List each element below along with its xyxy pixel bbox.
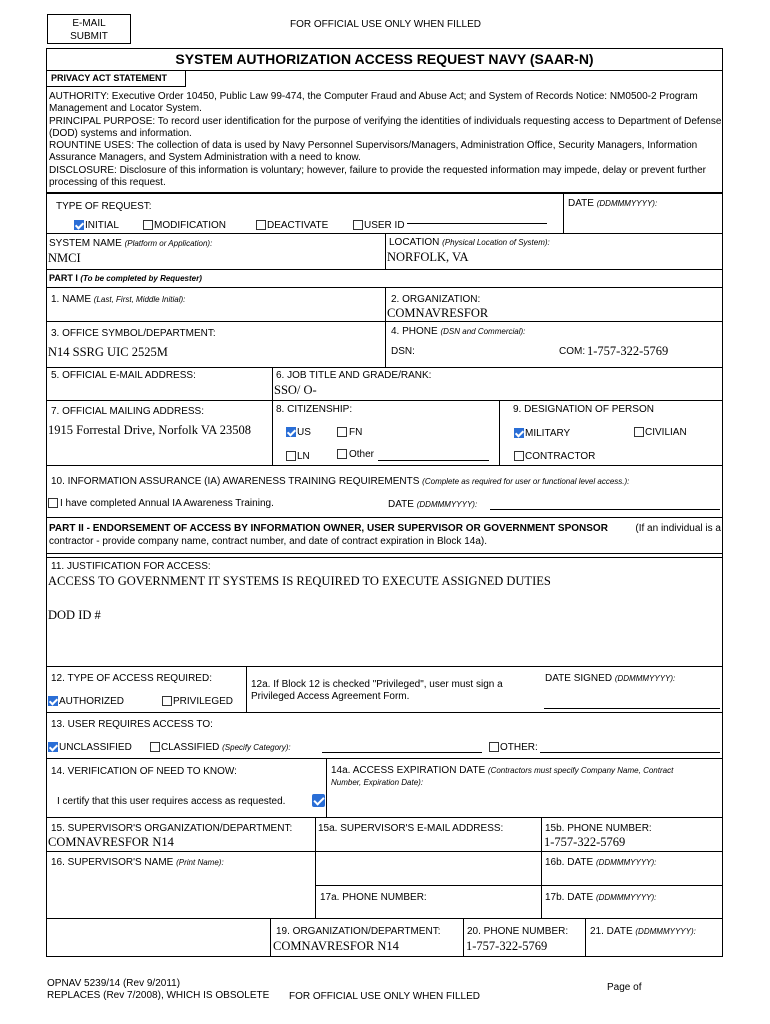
justification-label: 11. JUSTIFICATION FOR ACCESS: (51, 561, 211, 572)
authorized-label: AUTHORIZED (59, 696, 124, 707)
job-title-label: 6. JOB TITLE AND GRADE/RANK: (276, 370, 432, 381)
dod-id[interactable]: DOD ID # (48, 608, 101, 622)
ia-training-hint: (Complete as required for user or functional level access.): (422, 477, 630, 486)
mailing-address-value[interactable]: 1915 Forrestal Drive, Norfolk VA 23508 (48, 423, 251, 437)
supervisor-name-hint: (Print Name): (176, 858, 224, 867)
part2-heading-bold: PART II - ENDORSEMENT OF ACCESS BY INFORMATION OWNER, USER SUPERVISOR OR GOVERNMENT SPONSOR (49, 523, 608, 534)
request-date-format: (DDMMMYYYY): (596, 199, 658, 208)
type-of-request-label: TYPE OF REQUEST: (56, 201, 152, 212)
supervisor-phone-label: 15b. PHONE NUMBER: (545, 823, 652, 834)
classified-text: CLASSIFIED (161, 742, 220, 753)
classified-category-line[interactable] (322, 752, 482, 753)
phone-20-value[interactable]: 1-757-322-5769 (466, 939, 548, 953)
user-id-checkbox[interactable] (353, 220, 363, 230)
org-19-value[interactable]: COMNAVRESFOR N14 (273, 939, 399, 953)
expiration-label (331, 765, 673, 776)
other-citizenship-line[interactable] (378, 460, 489, 461)
privacy-line: Assurance Managers, and System Administration with a need to know. (49, 152, 361, 164)
page-title: SYSTEM AUTHORIZATION ACCESS REQUEST NAVY (SAAR-N) (175, 51, 594, 67)
phone-17a-label: 17a. PHONE NUMBER: (320, 892, 427, 903)
certify-checkbox[interactable] (312, 794, 325, 807)
contractor-label: CONTRACTOR (525, 451, 596, 462)
privacy-line: Management and Locator System. (49, 103, 202, 115)
ia-training-label (51, 476, 629, 487)
com-label: COM: (559, 346, 586, 357)
classified-label (161, 742, 291, 753)
part1-heading (49, 273, 202, 284)
date-16b-label (545, 857, 656, 868)
expiration-text: 14a. ACCESS EXPIRATION DATE (331, 765, 486, 776)
location-value[interactable]: NORFOLK, VA (387, 250, 469, 264)
form-id: OPNAV 5239/14 (Rev 9/2011) (47, 978, 181, 989)
location-hint: (Physical Location of System): (442, 238, 550, 247)
supervisor-name-label (51, 857, 224, 868)
access-type-label: 12. TYPE OF ACCESS REQUIRED: (51, 673, 212, 684)
phone-label (391, 326, 525, 337)
part1-heading-text: PART I (49, 273, 78, 283)
civilian-checkbox[interactable] (634, 427, 644, 437)
location-label (389, 237, 550, 248)
phone-text: 4. PHONE (391, 326, 438, 337)
note-12a-line1: 12a. If Block 12 is checked "Privileged", user must sign a (251, 679, 503, 690)
authorized-checkbox[interactable] (48, 696, 58, 706)
date-16b-hint: (DDMMMYYYY): (595, 858, 657, 867)
deactivate-label: DEACTIVATE (267, 220, 329, 231)
part2-heading (49, 523, 721, 548)
date-21-text: 21. DATE (590, 926, 633, 937)
expiration-hint: (Contractors must specify Company Name, Contract (487, 766, 674, 775)
dsn-label: DSN: (391, 346, 415, 357)
date-signed-line[interactable] (544, 708, 720, 709)
date-16b-text: 16b. DATE (545, 857, 594, 868)
mailing-address-label: 7. OFFICIAL MAILING ADDRESS: (51, 406, 204, 417)
email-submit-label: E-MAIL SUBMIT (70, 18, 108, 42)
supervisor-name-text: 16. SUPERVISOR'S NAME (51, 857, 174, 868)
ia-date-text: DATE (388, 499, 414, 510)
ia-training-checkbox[interactable] (48, 498, 58, 508)
system-name-hint: (Platform or Application): (124, 239, 213, 248)
privacy-line: AUTHORITY: Executive Order 10450, Public Law 99-474, the Computer Fraud and Abuse Act; and System of Records Notice: NM0500-2 Program (49, 91, 698, 102)
official-use-top: FOR OFFICIAL USE ONLY WHEN FILLED (290, 19, 481, 30)
other-checkbox[interactable] (337, 449, 347, 459)
privacy-line: PRINCIPAL PURPOSE: To record user identification for the purpose of verifying the identities of individuals requesting access to Department of Defense (49, 115, 722, 127)
classified-hint: (Specify Category): (222, 743, 291, 752)
phone-20-label: 20. PHONE NUMBER: (467, 926, 569, 937)
official-use-bottom: FOR OFFICIAL USE ONLY WHEN FILLED (289, 991, 480, 1002)
privileged-label: PRIVILEGED (173, 696, 234, 707)
other-label: Other (349, 449, 375, 460)
designation-label: 9. DESIGNATION OF PERSON (513, 404, 654, 415)
verification-label: 14. VERIFICATION OF NEED TO KNOW: (51, 766, 237, 777)
date-21-hint: (DDMMMYYYY): (635, 927, 696, 936)
date-signed-hint: (DDMMMYYYY): (614, 674, 676, 683)
replaces-notice: REPLACES (Rev 7/2008), WHICH IS OBSOLETE (47, 990, 270, 1001)
privacy-line: processing of this request. (49, 177, 166, 189)
user-id-line[interactable] (407, 223, 547, 224)
fn-label: FN (349, 427, 363, 438)
office-symbol-label: 3. OFFICE SYMBOL/DEPARTMENT: (51, 328, 216, 339)
part1-heading-hint: (To be completed by Requester) (80, 274, 202, 283)
system-name-label (49, 238, 212, 249)
expiration-hint-line2: Number, Expiration Date): (331, 778, 424, 787)
location-text: LOCATION (389, 237, 440, 248)
privacy-line: DISCLOSURE: Disclosure of this information is voluntary; however, failure to provide the requested information may impede, delay or prevent further (49, 164, 706, 176)
system-name-text: SYSTEM NAME (49, 238, 122, 249)
office-symbol-value[interactable]: N14 SSRG UIC 2525M (48, 345, 168, 359)
privacy-line: ROUNTINE USES: The collection of data is used by Navy Personnel Supervisors/Managers, Administration Office, Security Managers, Information (49, 140, 698, 152)
other-access-line[interactable] (540, 752, 720, 753)
part2-heading-rest: (If an individual is a (635, 523, 721, 534)
privileged-checkbox[interactable] (162, 696, 172, 706)
military-checkbox[interactable] (514, 428, 524, 438)
name-label (51, 294, 185, 305)
supervisor-org-value[interactable]: COMNAVRESFOR N14 (48, 835, 174, 849)
privacy-line: (DOD) systems and information. (49, 127, 192, 139)
ia-date-hint: (DDMMMYYYY): (416, 500, 478, 509)
privacy-text (49, 91, 721, 189)
modification-checkbox[interactable] (143, 220, 153, 230)
date-signed-label (545, 673, 675, 684)
initial-checkbox[interactable] (74, 220, 84, 230)
modification-label: MODIFICATION (154, 220, 227, 231)
date-21-label (590, 926, 696, 937)
note-12a-line2: Privileged Access Agreement Form. (251, 691, 410, 702)
supervisor-email-label: 15a. SUPERVISOR'S E-MAIL ADDRESS: (318, 823, 504, 834)
other-access-checkbox[interactable] (489, 742, 499, 752)
other-access-label: OTHER: (500, 742, 538, 753)
ia-training-check-label: I have completed Annual IA Awareness Training. (60, 498, 274, 509)
organization-value[interactable]: COMNAVRESFOR (387, 306, 489, 320)
request-date-text: DATE (568, 198, 594, 209)
phone-hint: (DSN and Commercial): (440, 327, 526, 336)
civilian-label: CIVILIAN (645, 427, 687, 438)
supervisor-org-label: 15. SUPERVISOR'S ORGANIZATION/DEPARTMENT: (51, 823, 293, 834)
supervisor-phone-value[interactable]: 1-757-322-5769 (544, 835, 626, 849)
citizenship-label: 8. CITIZENSHIP: (276, 404, 353, 415)
us-checkbox[interactable] (286, 427, 296, 437)
date-signed-text: DATE SIGNED (545, 673, 613, 684)
job-title-value[interactable]: SSO/ O- (274, 383, 317, 397)
privacy-heading: PRIVACY ACT STATEMENT (51, 73, 168, 83)
ln-label: LN (297, 451, 310, 462)
name-hint: (Last, First, Middle Initial): (93, 295, 186, 304)
organization-label: 2. ORGANIZATION: (391, 294, 481, 305)
ia-date-label (388, 499, 477, 510)
requires-access-label: 13. USER REQUIRES ACCESS TO: (51, 719, 213, 730)
page-number: Page of (607, 982, 642, 993)
name-text: 1. NAME (51, 294, 92, 305)
system-name-value[interactable]: NMCI (48, 251, 81, 265)
contractor-checkbox[interactable] (514, 451, 524, 461)
fn-checkbox[interactable] (337, 427, 347, 437)
date-17b-text: 17b. DATE (545, 892, 594, 903)
unclassified-label: UNCLASSIFIED (59, 742, 132, 753)
certify-label: I certify that this user requires access as requested. (57, 796, 286, 807)
us-label: US (297, 427, 311, 438)
request-date-label (568, 198, 657, 209)
date-17b-label (545, 892, 656, 903)
date-17b-hint: (DDMMMYYYY): (595, 893, 657, 902)
com-value[interactable]: 1-757-322-5769 (587, 344, 669, 358)
email-label: 5. OFFICIAL E-MAIL ADDRESS: (51, 370, 196, 381)
user-id-label: USER ID (364, 220, 405, 231)
ia-date-line[interactable] (490, 509, 720, 510)
initial-label: INITIAL (85, 220, 119, 231)
deactivate-checkbox[interactable] (256, 220, 266, 230)
org-19-label: 19. ORGANIZATION/DEPARTMENT: (276, 926, 441, 937)
ln-checkbox[interactable] (286, 451, 296, 461)
unclassified-checkbox[interactable] (48, 742, 58, 752)
justification-value[interactable]: ACCESS TO GOVERNMENT IT SYSTEMS IS REQUIRED TO EXECUTE ASSIGNED DUTIES (48, 574, 551, 588)
ia-training-text: 10. INFORMATION ASSURANCE (IA) AWARENESS TRAINING REQUIREMENTS (51, 476, 420, 487)
military-label: MILITARY (525, 428, 571, 439)
classified-checkbox[interactable] (150, 742, 160, 752)
part2-heading-line2: contractor - provide company name, contract number, and date of contract expiration in Block 14a). (49, 535, 488, 547)
